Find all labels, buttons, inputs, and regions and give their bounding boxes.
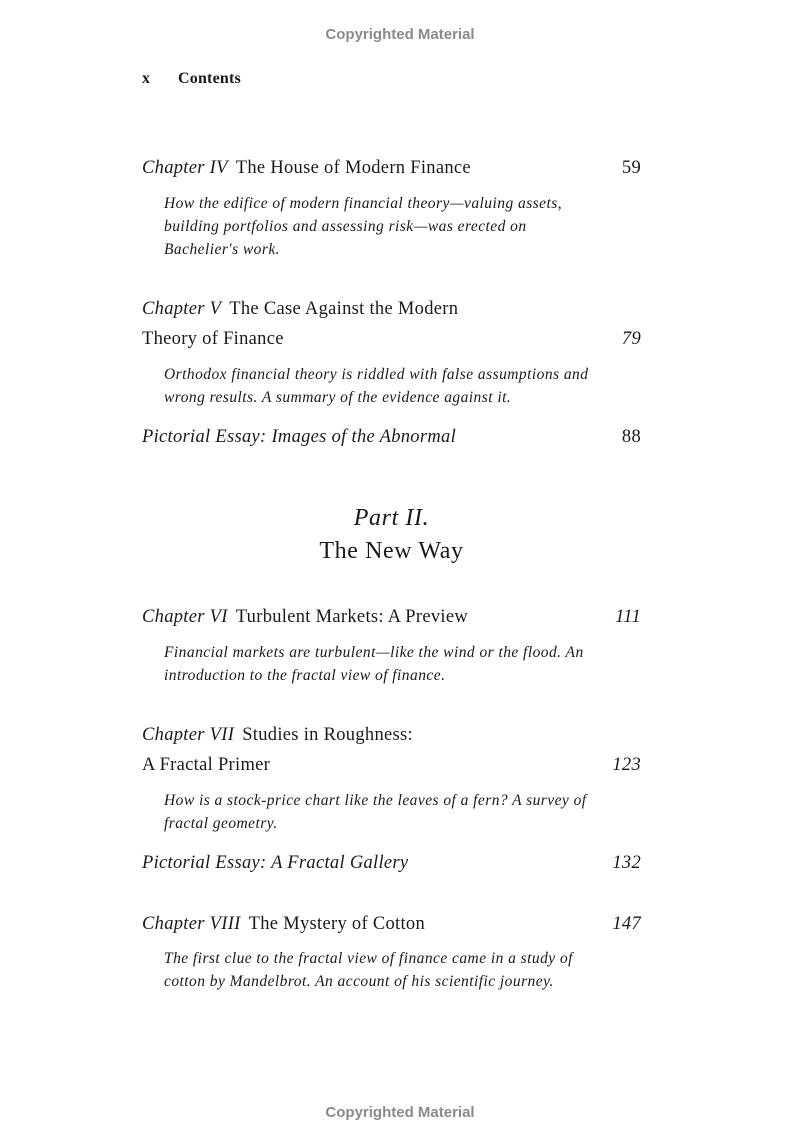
description-line: Bachelier's work.: [164, 241, 280, 258]
description-line: building portfolios and assessing risk—was erected on: [164, 218, 527, 235]
page-folio: x: [142, 70, 151, 87]
toc-entry-pictorial-essay-1: [142, 427, 641, 451]
description-line: wrong results. A summary of the evidence against it.: [164, 389, 512, 406]
chapter-label: Chapter V: [142, 299, 222, 319]
watermark-bottom: Copyrighted Material: [325, 1104, 475, 1121]
description-line: fractal geometry.: [164, 815, 278, 832]
chapter-description: [164, 192, 634, 261]
toc-entry-chapter-7: [142, 725, 641, 749]
chapter-title: The Case Against the Modern: [229, 299, 459, 319]
chapter-label: Chapter IV: [142, 158, 228, 178]
running-head: [142, 70, 241, 88]
page-number: 88: [621, 427, 641, 447]
page-number: 147: [612, 914, 641, 934]
chapter-title: The Mystery of Cotton: [248, 914, 426, 934]
description-line: The first clue to the fractal view of finance came in a study of: [164, 950, 573, 967]
description-line: How the edifice of modern financial theory—valuing assets,: [164, 195, 563, 212]
essay-title: Pictorial Essay: Images of the Abnormal: [142, 427, 457, 447]
toc-entry-chapter-5: [142, 299, 641, 323]
watermark-top: Copyrighted Material: [325, 26, 475, 43]
part-number: Part II.: [353, 505, 430, 531]
description-line: Orthodox financial theory is riddled with false assumptions and: [164, 366, 589, 383]
description-line: introduction to the fractal view of finance.: [164, 667, 446, 684]
chapter-label: Chapter VIII: [142, 914, 241, 934]
chapter-description: [164, 947, 634, 993]
description-line: Financial markets are turbulent—like the wind or the flood. An: [164, 644, 584, 661]
part-title: The New Way: [319, 538, 464, 564]
toc-entry-chapter-5-cont: [142, 329, 641, 353]
page-number: 132: [612, 853, 641, 873]
chapter-title: The House of Modern Finance: [235, 158, 471, 178]
chapter-description: [164, 363, 634, 409]
chapter-title-continued: A Fractal Primer: [142, 755, 271, 775]
description-line: cotton by Mandelbrot. An account of his scientific journey.: [164, 973, 554, 990]
page-number: 123: [612, 755, 641, 775]
toc-entry-chapter-6: [142, 607, 641, 631]
toc-entry-chapter-4: [142, 158, 641, 182]
chapter-description: [164, 641, 634, 687]
page-number: 79: [621, 329, 641, 349]
chapter-title-continued: Theory of Finance: [142, 329, 284, 349]
toc-entry-pictorial-essay-2: [142, 853, 641, 877]
toc-entry-chapter-7-cont: [142, 755, 641, 779]
toc-entry-chapter-8: [142, 914, 641, 938]
chapter-title: Studies in Roughness:: [242, 725, 413, 745]
page-number: 59: [621, 158, 641, 178]
page-number: 111: [615, 607, 641, 627]
chapter-title: Turbulent Markets: A Preview: [235, 607, 469, 627]
chapter-label: Chapter VII: [142, 725, 235, 745]
essay-title: Pictorial Essay: A Fractal Gallery: [142, 853, 409, 873]
chapter-description: [164, 789, 634, 835]
running-head-title: Contents: [178, 70, 241, 87]
description-line: How is a stock-price chart like the leaves of a fern? A survey of: [164, 792, 587, 809]
chapter-label: Chapter VI: [142, 607, 228, 627]
